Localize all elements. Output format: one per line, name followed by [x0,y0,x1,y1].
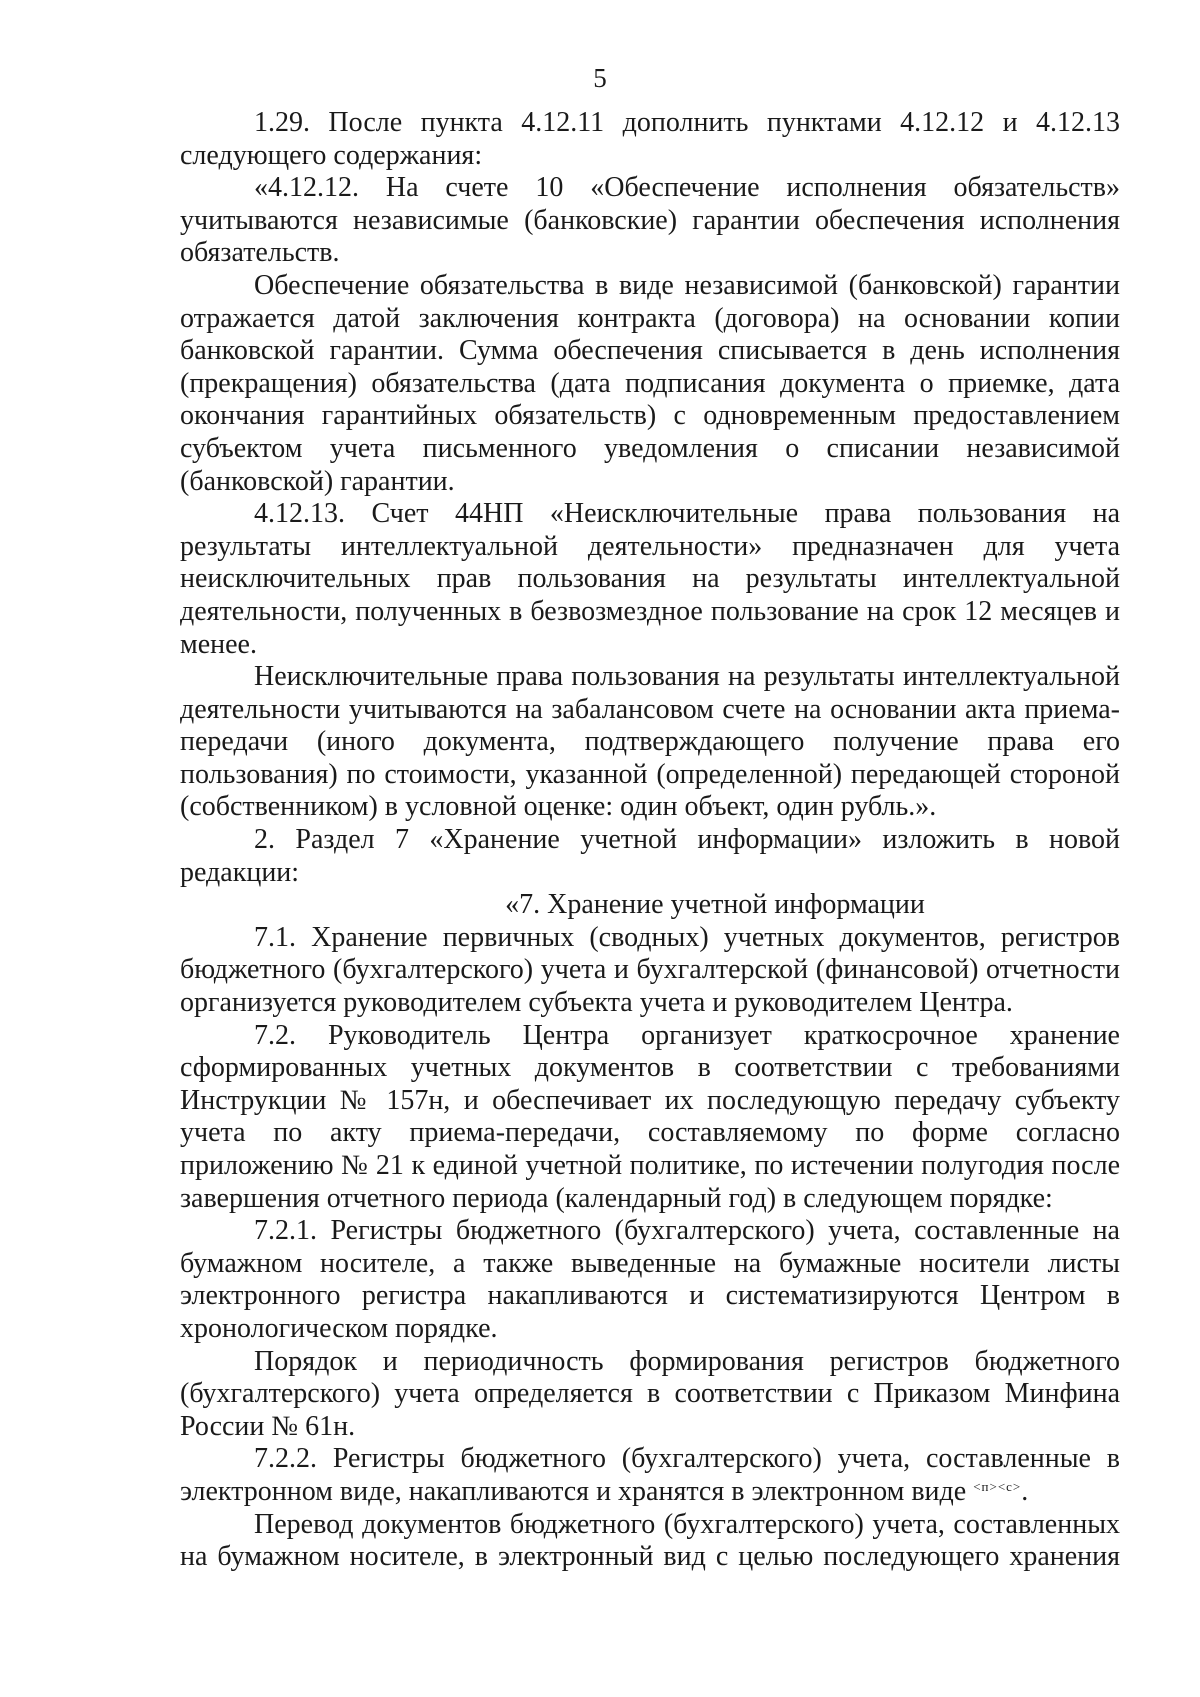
paragraph-guarantee-accounting: Обеспечение обязательства в виде независимой (банковской) гарантии отражается датой заключения контракта (договора) на основании копии банковской гарантии. Сумма обеспечения списывается в день исполнения (прекращения) обязательства (дата подписания документа о приемке, дата окончания гарантийных обязательств) с одновременным предоставлением субъектом учета письменного уведомления о списании независимой (банковской) гарантии. [180,269,1120,497]
paragraph-document-conversion: Перевод документов бюджетного (бухгалтерского) учета, составленных на бумажном носителе, в электронный вид с целью последующего хранения [180,1508,1120,1573]
document-body [180,107,1120,1574]
paragraph-registers-order: Порядок и периодичность формирования регистров бюджетного (бухгалтерского) учета определяется в соответствии с Приказом Минфина России № 61н. [180,1345,1120,1442]
section-7-heading: «7. Хранение учетной информации [505,889,925,921]
paragraph-7-2-2-text: 7.2.2. Регистры бюджетного (бухгалтерского) учета, составленные в электронном виде, накапливаются и хранятся в электронном виде [180,1443,1120,1507]
page-number: 5 [593,63,607,93]
paragraph-7-2-2-tail: . [1021,1475,1029,1507]
paragraph-section-7-amendment: 2. Раздел 7 «Хранение учетной информации» изложить в новой редакции: [180,824,1120,888]
paragraph-7-1: 7.1. Хранение первичных (сводных) учетных документов, регистров бюджетного (бухгалтерского) учета и бухгалтерской (финансовой) отчетности организуется руководителем субъекта учета и руководителем Центра. [180,921,1120,1019]
paragraph-4-12-13: 4.12.13. Счет 44НП «Неисключительные права пользования на результаты интеллектуальной деятельности» предназначен для учета неисключительных прав пользования на результаты интеллектуальной деятельности, полученных в безвозмездное пользование на срок 12 месяцев и менее. [180,498,1120,660]
paragraph-7-2-1: 7.2.1. Регистры бюджетного (бухгалтерского) учета, составленные на бумажном носителе, а также выведенные на бумажные носители листы электронного регистра накапливаются и систематизируются Центром в хронологическом порядке. [180,1215,1120,1344]
footnote-marker: <п><с> [973,1478,1022,1494]
paragraph-4-12-12: «4.12.12. На счете 10 «Обеспечение исполнения обязательств» учитываются независимые (банковские) гарантии обеспечения исполнения обязательств. [180,172,1120,269]
paragraph-7-2: 7.2. Руководитель Центра организует краткосрочное хранение сформированных учетных документов в соответствии с требованиями Инструкции № 157н, и обеспечивает их последующую передачу субъекту учета по акту приема-передачи, составляемому по форме согласно приложению № 21 к единой учетной политике, по истечении полугодия после завершения отчетного периода (календарный год) в следующем порядке: [180,1019,1120,1214]
paragraph-1-29: 1.29. После пункта 4.12.11 дополнить пунктами 4.12.12 и 4.12.13 следующего содержания: [180,107,1120,171]
paragraph-7-2-2 [180,1443,1120,1508]
paragraph-nonexclusive-rights: Неисключительные права пользования на результаты интеллектуальной деятельности учитываются на забалансовом счете на основании акта приема-передачи (иного документа, подтверждающего получение права его пользования) по стоимости, указанной (определенной) передающей стороной (собственником) в условной оценке: один объект, один рубль.». [180,661,1120,823]
